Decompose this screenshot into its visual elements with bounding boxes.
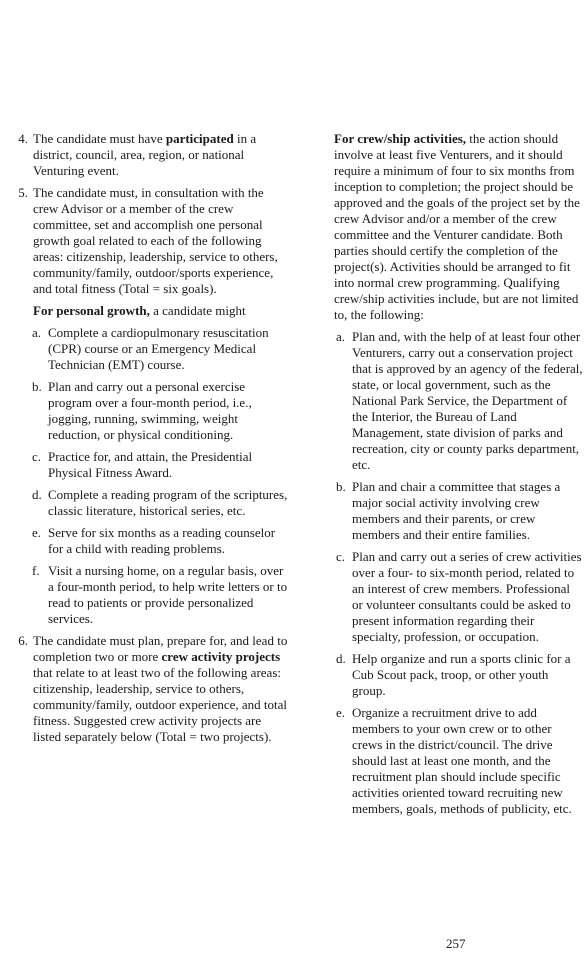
item-letter: a. xyxy=(336,329,346,344)
item-number: 5. xyxy=(18,185,28,200)
item-text: Plan and, with the help of at least four other Venturers, carry out a conservation project that is approved by an agency of the federal, state, or local government, such as the National Park Service, the Department of the Interior, the Bureau of Land Management, state division of parks and recreation, city or county parks department, etc. xyxy=(352,329,583,472)
item-letter: e. xyxy=(336,705,346,720)
crew-activity-item xyxy=(334,479,584,543)
right-column xyxy=(334,131,584,823)
item-text: Plan and chair a committee that stages a major social activity involving crew members and their parents, or crew members and their entire families. xyxy=(352,479,561,542)
item-text: Complete a reading program of the scriptures, classic literature, historical series, etc. xyxy=(48,487,288,518)
requirement-6-text-pre: The candidate must plan, prepare for, and lead to completion two or more xyxy=(33,633,288,664)
item-text: Plan and carry out a series of crew activities over a four- to six-month period, related to an interest of crew members. Professional or volunteer consultants could be asked to present information regarding their specialty, profession, or occupation. xyxy=(352,549,582,644)
item-text: Serve for six months as a reading counselor for a child with reading problems. xyxy=(48,525,276,556)
crew-activity-item xyxy=(334,549,584,645)
item-number: 4. xyxy=(18,131,28,146)
requirement-4 xyxy=(12,131,288,179)
requirement-6-text-post: that relate to at least two of the following areas: citizenship, leadership, service to others, community/family, outdoor experience, and total fitness. Suggested crew activity projects are listed separately below (Total = two projects). xyxy=(33,665,288,744)
item-letter: d. xyxy=(336,651,346,666)
personal-growth-list xyxy=(12,325,288,627)
requirement-5-text: The candidate must, in consultation with the crew Advisor or a member of the crew committee, set and accomplish one personal growth goal related to each of the following areas: citizenship, leadership, service to others, community/family, outdoor/sports experience, and total fitness (Total = six goals). xyxy=(33,185,278,296)
page-number: 257 xyxy=(446,936,466,951)
requirement-4-text-pre: The candidate must have xyxy=(33,131,166,146)
item-letter: d. xyxy=(32,487,42,502)
crew-activity-item xyxy=(334,329,584,473)
crew-activities-heading: For crew/ship activities, xyxy=(334,131,467,146)
item-letter: e. xyxy=(32,525,42,540)
requirement-4-text-post: in a district, council, area, region, or national Venturing event. xyxy=(33,131,257,178)
crew-activities-intro xyxy=(334,131,584,323)
requirement-5 xyxy=(12,185,288,297)
personal-growth-item xyxy=(12,487,288,519)
item-letter: c. xyxy=(32,449,42,464)
item-text: Visit a nursing home, on a regular basis, over a four-month period, to help write letters or to read to patients or provide personalized services. xyxy=(48,563,288,626)
item-letter: a. xyxy=(32,325,42,340)
personal-growth-item xyxy=(12,563,288,627)
personal-growth-rest: a candidate might xyxy=(149,303,246,318)
item-text: Complete a cardiopulmonary resuscitation (CPR) course or an Emergency Medical Technician (EMT) course. xyxy=(48,325,269,372)
item-text: Organize a recruitment drive to add members to your own crew or to other crews in the district/council. The drive should last at least one month, and the recruitment plan should include specific activities oriented toward recruiting new members, goals, methods of publicity, etc. xyxy=(352,705,572,816)
item-number: 6. xyxy=(18,633,28,648)
personal-growth-item xyxy=(12,325,288,373)
item-text: Practice for, and attain, the Presidential Physical Fitness Award. xyxy=(48,449,253,480)
personal-growth-heading: For personal growth, xyxy=(33,303,150,318)
item-letter: c. xyxy=(336,549,346,564)
crew-activity-item xyxy=(334,705,584,817)
requirement-4-bold: participated xyxy=(165,131,234,146)
personal-growth-item xyxy=(12,449,288,481)
item-letter: b. xyxy=(336,479,346,494)
requirement-6 xyxy=(12,633,288,745)
item-text: Plan and carry out a personal exercise program over a four-month period, i.e., jogging, running, swimming, weight reduction, or physical conditioning. xyxy=(48,379,252,442)
crew-activity-item xyxy=(334,651,584,699)
crew-activities-text: the action should involve at least five Venturers, and it should require a minimum of four to six months from inception to completion; the project should be approved and the goals of the project set by the crew Advisor and/or a member of the crew committee and the Venturer candidate. Both parties should certify the completion of the project(s). Activities should be arranged to fit into normal crew programming. Qualifying crew/ship activities include, but are not limited to, the following: xyxy=(334,131,580,322)
personal-growth-item xyxy=(12,379,288,443)
item-letter: f. xyxy=(32,563,40,578)
crew-activities-list xyxy=(334,329,584,817)
item-text: Help organize and run a sports clinic for a Cub Scout pack, troop, or other youth group. xyxy=(352,651,571,698)
personal-growth-intro xyxy=(12,303,288,319)
personal-growth-item xyxy=(12,525,288,557)
item-letter: b. xyxy=(32,379,42,394)
left-column xyxy=(12,131,288,751)
requirement-6-bold: crew activity projects xyxy=(161,649,281,664)
